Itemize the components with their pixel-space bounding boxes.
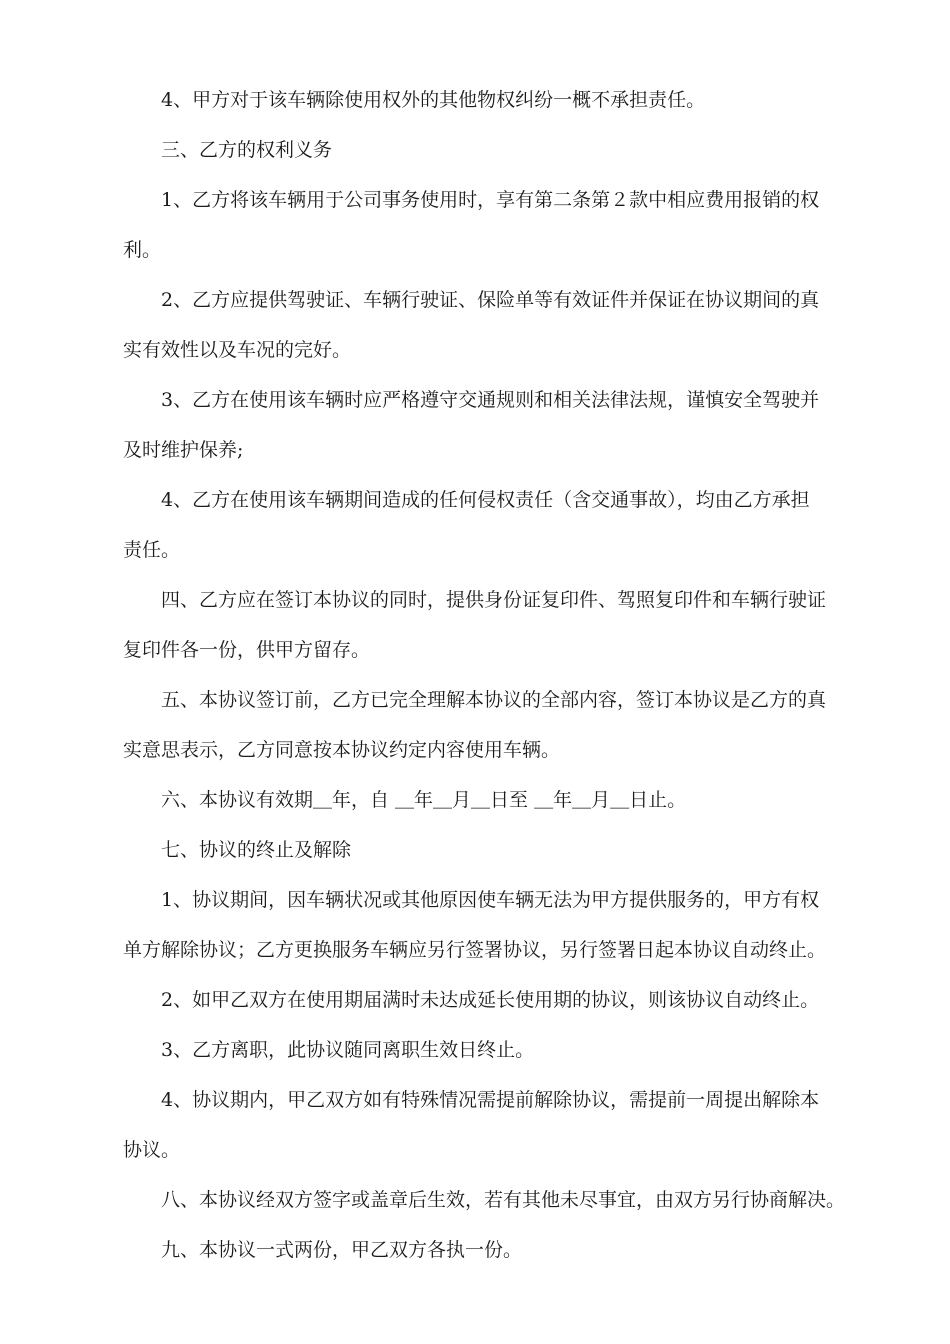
section-heading: 八、本协议经双方签字或盖章后生效，若有其他未尽事宜，由双方另行协商解决。 bbox=[161, 1189, 846, 1211]
section-heading: 七、协议的终止及解除 bbox=[161, 839, 352, 861]
paragraph-line: 2、如甲乙双方在使用期届满时未达成延长使用期的协议，则该协议自动终止。 bbox=[161, 989, 820, 1011]
paragraph-line: 实有效性以及车况的完好。 bbox=[123, 339, 352, 361]
paragraph-line: 2、乙方应提供驾驶证、车辆行驶证、保险单等有效证件并保证在协议期间的真 bbox=[161, 289, 820, 311]
section-heading: 六、本协议有效期＿年，自 ＿年＿月＿日至 ＿年＿月＿日止。 bbox=[161, 789, 687, 811]
paragraph-line: 单方解除协议；乙方更换服务车辆应另行签署协议，另行签署日起本协议自动终止。 bbox=[123, 939, 827, 961]
paragraph-line: 4、甲方对于该车辆除使用权外的其他物权纠纷一概不承担责任。 bbox=[161, 89, 706, 111]
paragraph-line: 实意思表示，乙方同意按本协议约定内容使用车辆。 bbox=[123, 739, 561, 761]
paragraph-line: 4、乙方在使用该车辆期间造成的任何侵权责任（含交通事故），均由乙方承担 bbox=[161, 489, 810, 511]
paragraph-line: 1、协议期间，因车辆状况或其他原因使车辆无法为甲方提供服务的，甲方有权 bbox=[161, 889, 820, 911]
paragraph-line: 3、乙方在使用该车辆时应严格遵守交通规则和相关法律法规，谨慎安全驾驶并 bbox=[161, 389, 820, 411]
paragraph-line: 3、乙方离职，此协议随同离职生效日终止。 bbox=[161, 1039, 535, 1061]
section-heading: 九、本协议一式两份，甲乙双方各执一份。 bbox=[161, 1239, 523, 1261]
section-heading: 四、乙方应在签订本协议的同时，提供身份证复印件、驾照复印件和车辆行驶证 bbox=[161, 589, 827, 611]
section-heading: 五、本协议签订前，乙方已完全理解本协议的全部内容，签订本协议是乙方的真 bbox=[161, 689, 827, 711]
document-body bbox=[123, 75, 846, 1275]
section-heading: 三、乙方的权利义务 bbox=[161, 139, 333, 161]
paragraph-line: 复印件各一份，供甲方留存。 bbox=[123, 639, 371, 661]
paragraph-line: 利。 bbox=[123, 239, 162, 261]
paragraph-line: 协议。 bbox=[123, 1139, 181, 1161]
paragraph-line: 1、乙方将该车辆用于公司事务使用时，享有第二条第２款中相应费用报销的权 bbox=[161, 189, 820, 211]
paragraph-line: 及时维护保养; bbox=[123, 439, 244, 461]
paragraph-line: 责任。 bbox=[123, 539, 181, 561]
paragraph-line: 4、协议期内，甲乙双方如有特殊情况需提前解除协议，需提前一周提出解除本 bbox=[161, 1089, 820, 1111]
